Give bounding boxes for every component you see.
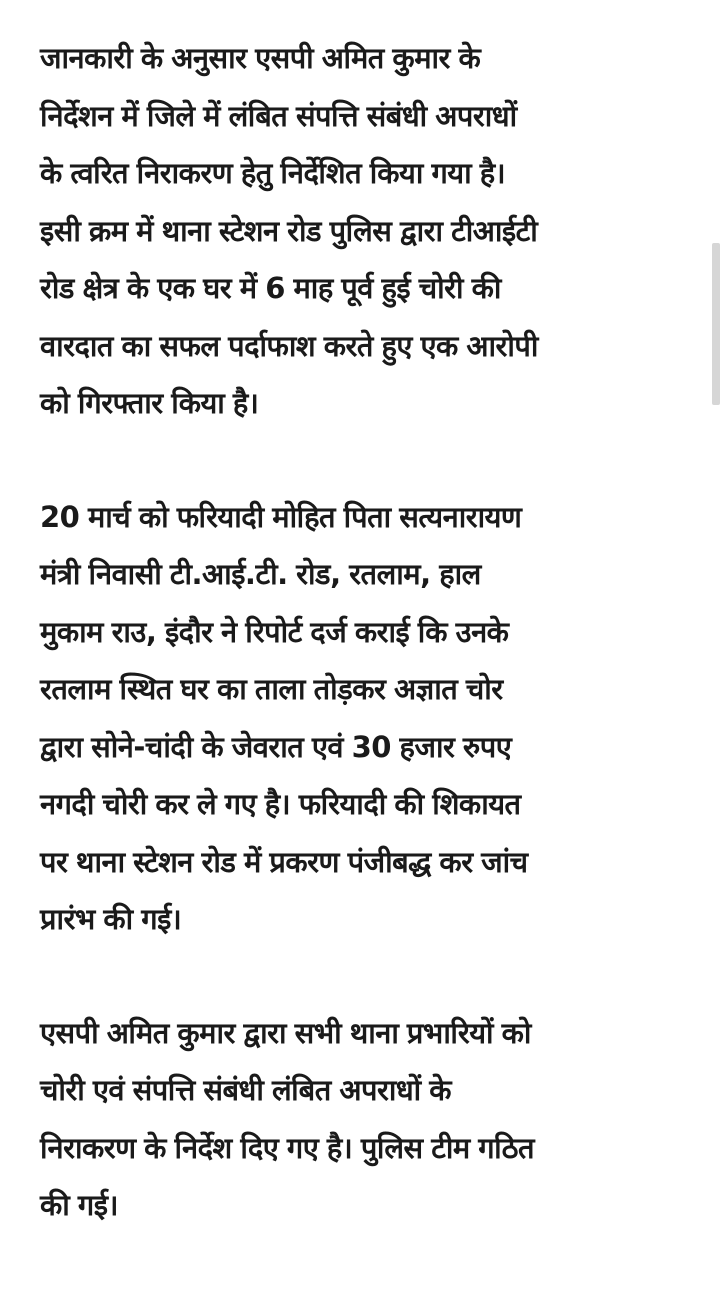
paragraph-1 — [40, 30, 690, 433]
text-line: द्वारा सोने-चांदी के जेवरात एवं 30 हजार रुपए — [40, 729, 512, 764]
text-line: रतलाम स्थित घर का ताला तोड़कर अज्ञात चोर — [40, 672, 503, 706]
article-body — [40, 30, 690, 1291]
text-line: निर्देशन में जिले में लंबित संपत्ति संबंधी अपराधों — [40, 98, 517, 133]
text-line: प्रारंभ की गई। — [40, 902, 182, 936]
text-line: के त्वरित निराकरण हेतु निर्देशित किया गया है। — [40, 156, 506, 190]
text-line: मुकाम राउ, इंदौर ने रिपोर्ट दर्ज कराई कि उनके — [40, 614, 509, 649]
text-line: निराकरण के निर्देश दिए गए है। पुलिस टीम गठित — [40, 1130, 534, 1165]
text-line: एसपी अमित कुमार द्वारा सभी थाना प्रभारियों को — [40, 1015, 531, 1050]
text-line: मंत्री निवासी टी.आई.टी. रोड, रतलाम, हाल — [40, 557, 481, 591]
text-line: नगदी चोरी कर ले गए है। फरियादी की शिकायत — [40, 787, 521, 821]
text-line: चोरी एवं संपत्ति संबंधी लंबित अपराधों के — [40, 1073, 452, 1107]
text-line: 20 मार्च को फरियादी मोहित पिता सत्यनारायण — [40, 499, 522, 534]
text-line: की गई। — [40, 1188, 118, 1222]
text-line: पर थाना स्टेशन रोड में प्रकरण पंजीबद्ध कर जांच — [40, 844, 528, 879]
paragraph-3 — [40, 1005, 690, 1235]
text-line: रोड क्षेत्र के एक घर में 6 माह पूर्व हुई चोरी की — [40, 271, 501, 305]
text-line: इसी क्रम में थाना स्टेशन रोड पुलिस द्वारा टीआईटी — [40, 213, 538, 248]
text-line: वारदात का सफल पर्दाफाश करते हुए एक आरोपी — [40, 328, 538, 363]
text-line: जानकारी के अनुसार एसपी अमित कुमार के — [40, 41, 481, 75]
paragraph-2 — [40, 489, 690, 949]
text-line: को गिरफ्तार किया है। — [40, 386, 259, 420]
scrollbar-thumb[interactable] — [712, 243, 720, 405]
